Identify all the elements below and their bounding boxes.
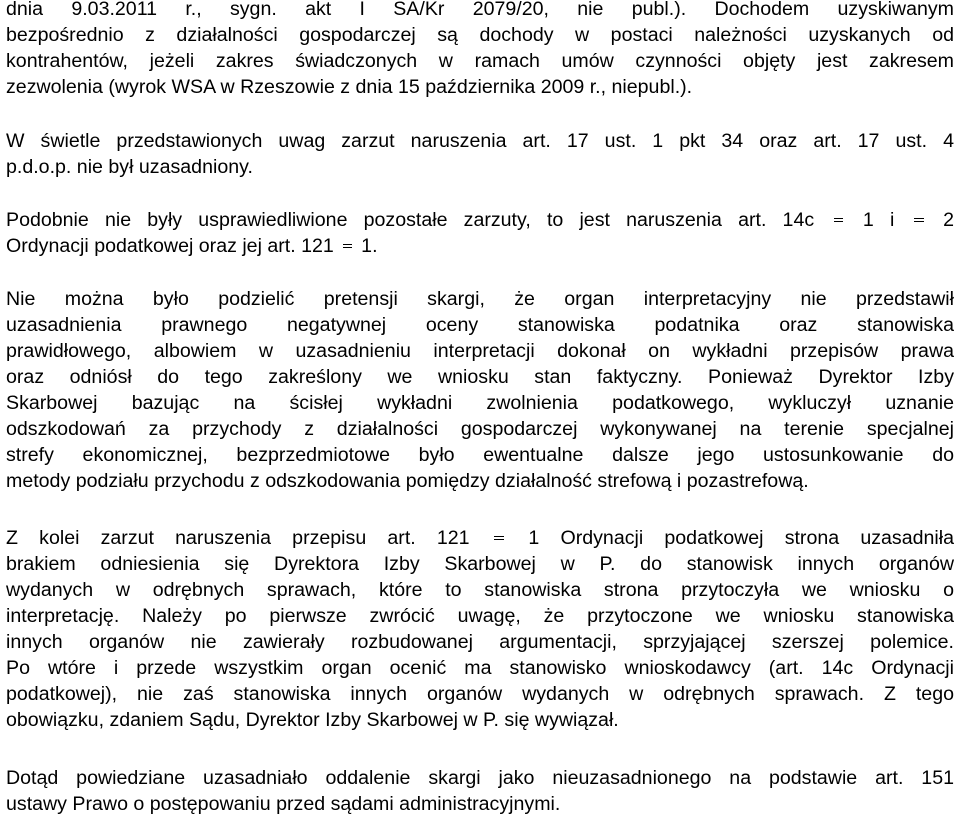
text-line: Nie można było podzielić pretensji skargi, że organ interpretacyjny nie przedstawił	[6, 288, 954, 310]
text-line: innych organów nie zawierały rozbudowanej argumentacji, sprzyjającej szerszej polemice.	[6, 631, 954, 653]
text-segment: 2	[943, 209, 954, 231]
text-line: dnia 9.03.2011 r., sygn. akt I SA/Kr 2079/20, nie publ.). Dochodem uzyskiwanym	[6, 0, 954, 20]
text-line: strefy ekonomicznej, bezprzedmiotowe było ewentualne dalsze jego ustosunkowanie do	[6, 444, 954, 466]
text-segment: 1 Ordynacji podatkowej strona uzasadniła	[528, 527, 954, 549]
text-line: podatkowej), nie zaś stanowiska innych organów wydanych w odrębnych sprawach. Z tego	[6, 683, 954, 705]
text-line: prawidłowego, albowiem w uzasadnieniu interpretacji dokonał on wykładni przepisów prawa	[6, 340, 954, 362]
text-segment: Podobnie nie były usprawiedliwione pozostałe zarzuty, to jest naruszenia art. 14c	[6, 209, 815, 231]
paragraph-5	[6, 525, 954, 733]
text-line: oraz odniósł do tego zakreślony we wniosku stan faktyczny. Ponieważ Dyrektor Izby	[6, 366, 954, 388]
text-line	[6, 233, 954, 259]
text-line: brakiem odniesienia się Dyrektora Izby Skarbowej w P. do stanowisk innych organów	[6, 553, 954, 575]
text-line: Skarbowej bazując na ścisłej wykładni zwolnienia podatkowego, wykluczył uznanie	[6, 392, 954, 414]
text-line: bezpośrednio z działalności gospodarczej są dochody w postaci należności uzyskanych od	[6, 24, 954, 46]
text-line	[6, 207, 954, 233]
text-line: interpretację. Należy po pierwsze zwrócić uwagę, że przytoczone we wniosku stanowiska	[6, 605, 954, 627]
text-line: p.d.o.p. nie był uzasadniony.	[6, 156, 253, 178]
text-line: kontrahentów, jeżeli zakres świadczonych w ramach umów czynności objęty jest zakresem	[6, 50, 954, 72]
paragraph-1	[6, 0, 954, 100]
text-line: obowiązku, zdaniem Sądu, Dyrektor Izby Skarbowej w P. się wywiązał.	[6, 709, 619, 731]
text-segment: 1 i	[862, 209, 895, 231]
text-line	[6, 525, 954, 551]
text-line: uzasadnienia prawnego negatywnej oceny stanowiska podatnika oraz stanowiska	[6, 314, 954, 336]
text-line: W świetle przedstawionych uwag zarzut naruszenia art. 17 ust. 1 pkt 34 oraz art. 17 ust. 4	[6, 130, 954, 152]
text-segment: Z kolei zarzut naruszenia przepisu art. 121	[6, 527, 470, 549]
paragraph-2	[6, 128, 954, 180]
text-line: Po wtóre i przede wszystkim organ ocenić ma stanowisko wnioskodawcy (art. 14c Ordynacji	[6, 657, 954, 679]
text-line: ustawy Prawo o postępowaniu przed sądami administracyjnymi.	[6, 793, 561, 815]
text-line: Dotąd powiedziane uzasadniało oddalenie skargi jako nieuzasadnionego na podstawie art. 151	[6, 767, 954, 789]
paragraph-6	[6, 765, 954, 817]
text-line: zezwolenia (wyrok WSA w Rzeszowie z dnia 15 października 2009 r., niepubl.).	[6, 76, 693, 98]
section-sign-icon	[833, 209, 845, 229]
section-sign-icon	[913, 209, 925, 229]
text-segment: Ordynacji podatkowej oraz jej art. 121	[6, 235, 334, 257]
section-sign-icon	[493, 527, 505, 547]
section-sign-icon	[342, 235, 354, 255]
text-line: odszkodowań za przychody z działalności gospodarczej wykonywanej na terenie specjalnej	[6, 418, 954, 440]
paragraph-4	[6, 286, 954, 494]
text-line: metody podziału przychodu z odszkodowania pomiędzy działalność strefową i pozastrefową.	[6, 470, 809, 492]
paragraph-3	[6, 207, 954, 259]
text-segment: 1.	[361, 235, 378, 257]
text-line: wydanych w odrębnych sprawach, które to stanowiska strona przytoczyła we wniosku o	[6, 579, 954, 601]
